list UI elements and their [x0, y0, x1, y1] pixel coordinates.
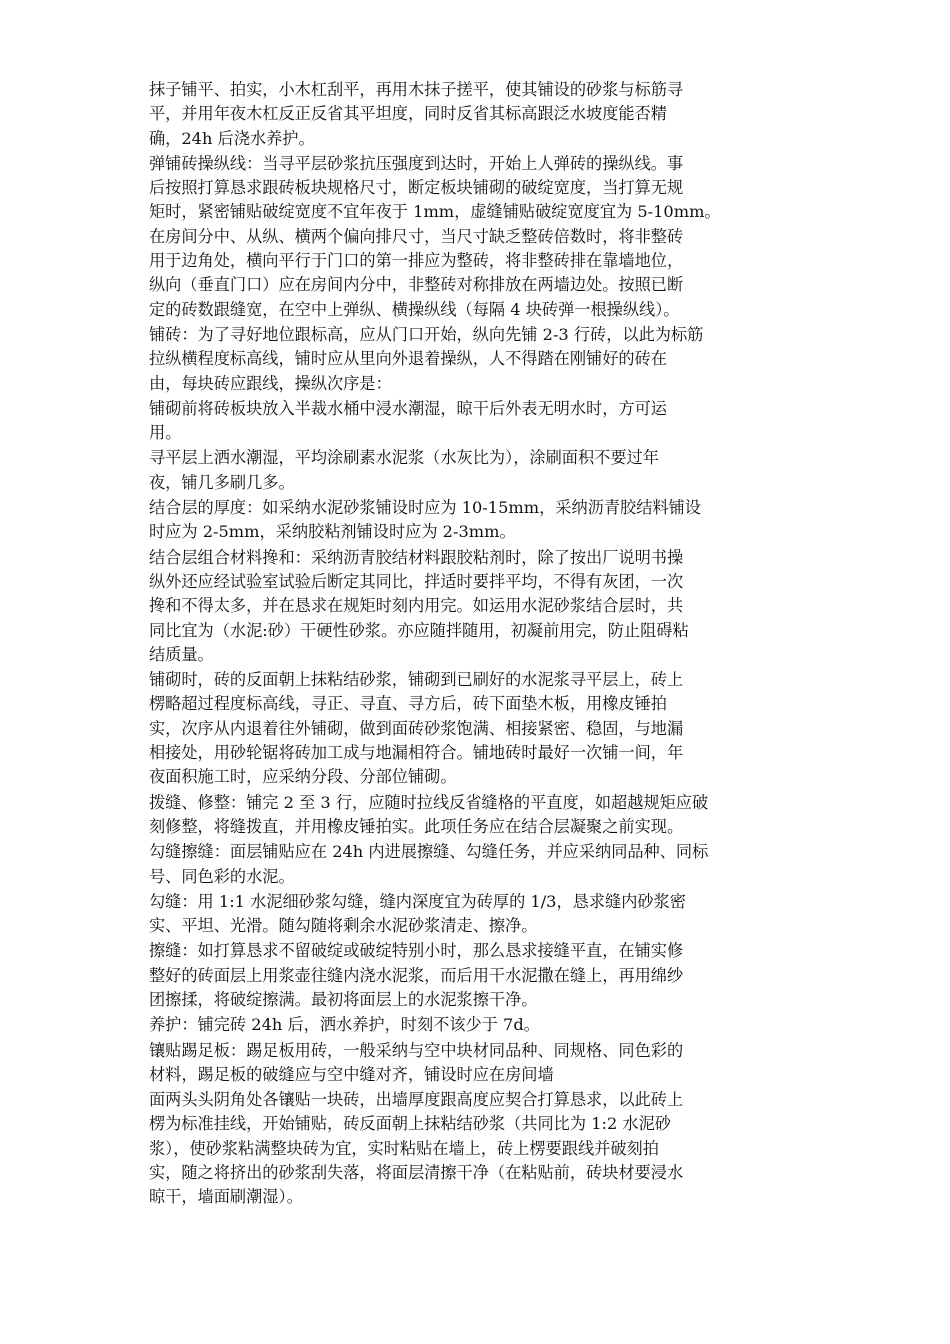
paragraph-pointing: 勾缝：用 1:1 水泥细砂浆勾缝，缝内深度宜为砖厚的 1/3，恳求缝内砂浆密 实、平坦、光滑。随勾随将剩余水泥砂浆清走、擦净。 — [149, 891, 686, 936]
paragraph-laying-process: 铺砌时，砖的反面朝上抹粘结砂浆，铺砌到已刷好的水泥浆寻平层上，砖上 楞略超过程度标高线，寻正、寻直、寻方后，砖下面垫木板，用橡皮锤拍 实，次序从内退着往外铺砌，做到面砖砂浆饱满、相接紧密、稳固，与地漏 相接处，用砂轮锯将砖加工成与地漏相符合。铺地砖时最好一次铺一间，年 夜面积施工时，应采纳分段、分部位铺砌。 — [149, 670, 684, 787]
paragraph-control-lines: 弹铺砖操纵线：当寻平层砂浆抗压强度到达时，开始上人弹砖的操纵线。事 后按照打算恳求跟砖板块规格尺寸，断定板块铺砌的破绽宽度，当打算无规 矩时，紧密铺贴破绽宽度不宜年夜于 1mm，虚缝铺贴破绽宽度宜为 5-10mm。 在房间分中、从纵、横两个偏向排尺寸，当尺寸缺乏整砖倍数时，将非整砖 用于边角处，横向平行于门口的第一排应为整砖，将非整砖排在靠墙地位， 纵向（垂直门口）应在房间内分中，非整砖对称排放在两墙边处。按照已断 定的砖数跟缝宽，在空中上弹纵、横操纵线（每隔 4 块砖弹一根操纵线）。 — [149, 153, 721, 319]
paragraph-skirting-board: 镶贴踢足板：踢足板用砖，一般采纳与空中块材同品种、同规格、同色彩的 材料，踢足板的破缝应与空中缝对齐，铺设时应在房间墙 — [149, 1040, 684, 1084]
paragraph-joint-adjusting: 拨缝、修整：铺完 2 至 3 行，应随时拉线反省缝格的平直度，如超越规矩应破 刻修整，将缝拨直，并用橡皮锤拍实。此项任务应在结合层凝聚之前实现。 — [149, 792, 709, 836]
paragraph-plastering: 抹子铺平、拍实，小木杠刮平，再用木抹子搓平，使其铺设的砂浆与标筋寻 平，并用年夜木杠反正反省其平坦度，同时反省其标高跟泛水坡度能否精 确，24h 后浇水养护。 — [149, 80, 684, 148]
paragraph-bond-layer-mixing: 结合层组合材料搀和：采纳沥青胶结材料跟胶粘剂时，除了按出厂说明书操 纵外还应经试验室试验后断定其同比，拌适时要拌平均，不得有灰团，一次 搀和不得太多，并在恳求在规矩时刻内用完。如运用水泥砂浆结合层时，共 同比宜为（水泥:砂）干硬性砂浆。亦应随拌随用，初凝前用完，防止阻碍粘 结质量。 — [149, 547, 689, 664]
paragraph-laying-tiles: 铺砖：为了寻好地位跟标高，应从门口开始，纵向先铺 2-3 行砖，以此为标筋 拉纵横程度标高线，铺时应从里向外退着操纵，人不得踏在刚铺好的砖在 由，每块砖应跟线，操纵次序是： — [149, 324, 704, 393]
paragraph-wiping-joints: 擦缝：如打算恳求不留破绽或破绽特别小时，那么恳求接缝平直，在铺实修 整好的砖面层上用浆壶往缝内浇水泥浆，而后用干水泥撒在缝上，再用绵纱 团擦揉，将破绽擦满。最初将面层上的水泥浆擦干净。 — [149, 941, 684, 1009]
document-body — [149, 78, 809, 1210]
paragraph-soaking: 铺砌前将砖板块放入半裁水桶中浸水潮湿，晾干后外表无明水时，方可运 用。 — [149, 398, 667, 443]
paragraph-cement-slurry: 寻平层上洒水潮湿，平均涂刷素水泥浆（水灰比为），涂刷面积不要过年 夜，铺几多刷几多。 — [149, 448, 659, 492]
paragraph-curing: 养护：铺完砖 24h 后，洒水养护，时刻不该少于 7d。 — [149, 1015, 540, 1035]
paragraph-joint-pointing: 勾缝擦缝：面层铺贴应在 24h 内进展擦缝、勾缝任务，并应采纳同品种、同标 号、同色彩的水泥。 — [149, 842, 709, 886]
paragraph-skirting-continued: 面两头头阴角处各镶贴一块砖，出墙厚度跟高度应契合打算恳求，以此砖上 楞为标准挂线，开始铺贴，砖反面朝上抹粘结砂浆（共同比为 1:2 水泥砂 浆），使砂浆粘满整块砖为宜，实时粘贴在墙上，砖上楞要跟线并破刻拍 实，随之将挤出的砂浆刮失落，将面层清擦干净（在粘贴前，砖块材要浸水 晾干，墙面刷潮湿）。 — [149, 1090, 684, 1207]
paragraph-bond-layer-thickness: 结合层的厚度：如采纳水泥砂浆铺设时应为 10-15mm，采纳沥青胶结料铺设 时应为 2-5mm，采纳胶粘剂铺设时应为 2-3mm。 — [149, 498, 701, 542]
